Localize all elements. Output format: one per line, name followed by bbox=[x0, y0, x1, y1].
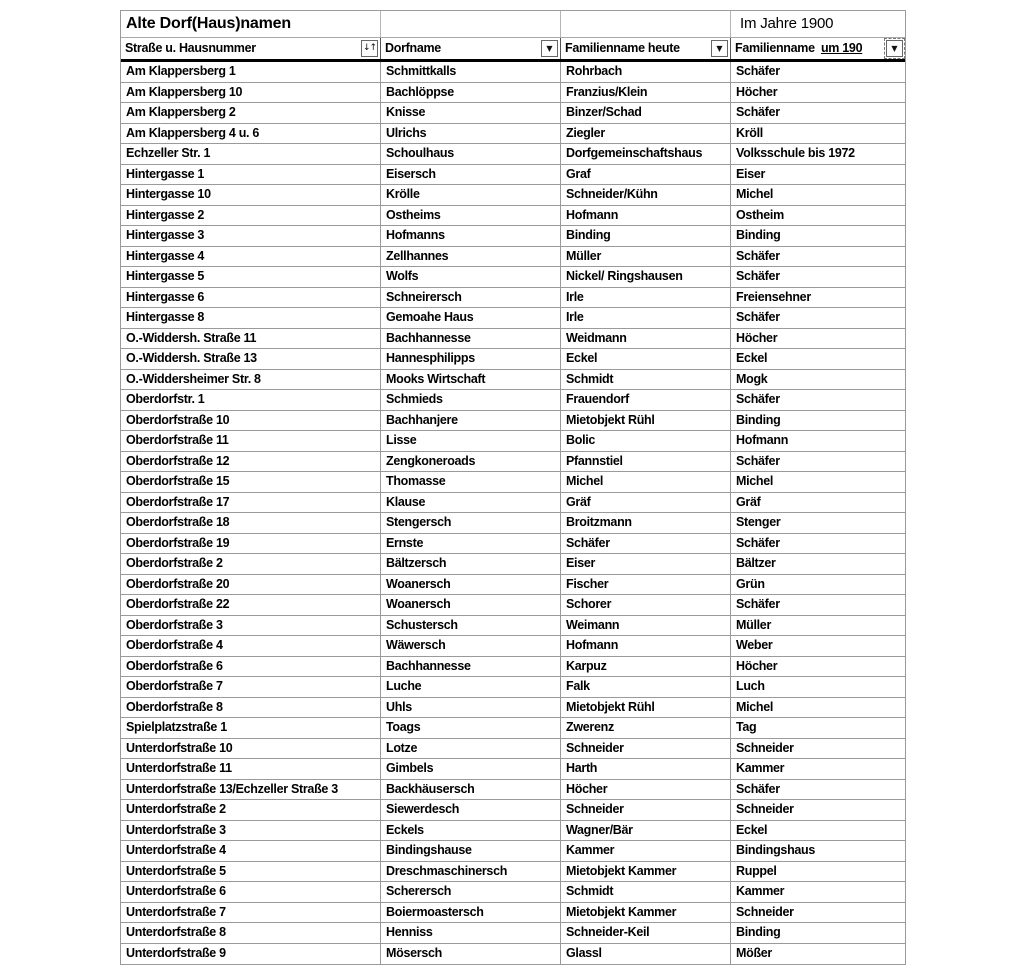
table-cell[interactable]: Krölle bbox=[381, 185, 561, 205]
table-cell[interactable]: Weidmann bbox=[561, 329, 731, 349]
table-cell[interactable]: Oberdorfstraße 12 bbox=[121, 452, 381, 472]
column-header-label: Familienname heute bbox=[565, 41, 680, 55]
table-row bbox=[121, 657, 905, 678]
table-row bbox=[121, 144, 905, 165]
table-cell[interactable]: Scherersch bbox=[381, 882, 561, 902]
table-cell[interactable]: Schäfer bbox=[736, 781, 780, 796]
filter-dropdown-icon[interactable]: ▼ bbox=[541, 40, 558, 57]
table-cell[interactable]: Ernste bbox=[381, 534, 561, 554]
table-cell[interactable]: Müller bbox=[561, 247, 731, 267]
table-cell[interactable]: Schäfer bbox=[736, 597, 780, 611]
table-row bbox=[121, 329, 905, 350]
table-cell[interactable]: Eckel bbox=[736, 351, 768, 365]
table-cell[interactable]: Unterdorfstraße 5 bbox=[121, 862, 381, 882]
table-cell[interactable]: Oberdorfstraße 11 bbox=[121, 431, 381, 451]
table-cell[interactable]: Ulrichs bbox=[381, 124, 561, 144]
table-row bbox=[121, 185, 905, 206]
table-cell[interactable]: Binzer/Schad bbox=[561, 103, 731, 123]
table-cell[interactable]: Stengersch bbox=[381, 513, 561, 533]
table-cell[interactable]: Schneider bbox=[561, 800, 731, 820]
table-row bbox=[121, 165, 905, 186]
column-header-dorfname[interactable] bbox=[381, 38, 561, 59]
table-cell[interactable]: Unterdorfstraße 11 bbox=[121, 759, 381, 779]
table-cell[interactable]: Eiser bbox=[561, 554, 731, 574]
table-cell[interactable]: Mietobjekt Kammer bbox=[561, 862, 731, 882]
title-cell[interactable] bbox=[121, 11, 381, 37]
table-cell[interactable]: Weber bbox=[736, 638, 773, 652]
table-row bbox=[121, 534, 905, 555]
table-cell[interactable]: Unterdorfstraße 8 bbox=[121, 923, 381, 943]
table-cell[interactable]: Volksschule bis 1972 bbox=[736, 146, 855, 160]
table-cell[interactable]: Unterdorfstraße 2 bbox=[121, 800, 381, 820]
table-row bbox=[121, 718, 905, 739]
table-cell[interactable]: Fischer bbox=[561, 575, 731, 595]
spreadsheet-table bbox=[120, 10, 906, 965]
table-cell[interactable]: Binding bbox=[736, 228, 781, 242]
table-cell[interactable]: Hannesphilipps bbox=[381, 349, 561, 369]
table-cell[interactable]: Gimbels bbox=[381, 759, 561, 779]
table-row bbox=[121, 267, 905, 288]
table-cell[interactable]: Unterdorfstraße 6 bbox=[121, 882, 381, 902]
table-row bbox=[121, 411, 905, 432]
table-cell[interactable]: Schneider-Keil bbox=[561, 923, 731, 943]
table-row bbox=[121, 124, 905, 145]
table-cell[interactable]: Unterdorfstraße 13/Echzeller Straße 3 bbox=[121, 780, 381, 800]
table-cell[interactable]: Schustersch bbox=[381, 616, 561, 636]
table-cell[interactable]: Luch bbox=[736, 679, 765, 693]
table-cell[interactable]: Oberdorfstraße 17 bbox=[121, 493, 381, 513]
table-cell[interactable]: Schneirersch bbox=[381, 288, 561, 308]
table-cell[interactable]: Mösersch bbox=[381, 944, 561, 965]
table-cell[interactable]: Schmieds bbox=[381, 390, 561, 410]
table-cell[interactable]: Hofmanns bbox=[381, 226, 561, 246]
table-cell[interactable]: Oberdorfstraße 3 bbox=[121, 616, 381, 636]
table-cell[interactable]: Uhls bbox=[381, 698, 561, 718]
table-cell[interactable]: Hintergasse 3 bbox=[121, 226, 381, 246]
column-header-familienname-heute[interactable] bbox=[561, 38, 731, 59]
table-row bbox=[121, 698, 905, 719]
table-cell[interactable]: Höcher bbox=[561, 780, 731, 800]
table-cell[interactable]: Hintergasse 2 bbox=[121, 206, 381, 226]
table-cell[interactable]: Gräf bbox=[561, 493, 731, 513]
table-cell[interactable]: Zengkoneroads bbox=[381, 452, 561, 472]
table-cell[interactable]: Bältzer bbox=[736, 556, 776, 570]
table-cell[interactable]: Falk bbox=[561, 677, 731, 697]
table-cell[interactable]: Oberdorfstraße 6 bbox=[121, 657, 381, 677]
table-cell[interactable]: Irle bbox=[561, 308, 731, 328]
table-cell[interactable]: Binding bbox=[561, 226, 731, 246]
table-cell[interactable]: Hintergasse 8 bbox=[121, 308, 381, 328]
table-cell[interactable]: Frauendorf bbox=[561, 390, 731, 410]
sort-ascending-filter-icon[interactable]: ↓↑ bbox=[361, 40, 378, 57]
table-cell[interactable]: Ostheim bbox=[736, 207, 784, 222]
table-cell[interactable]: Oberdorfstraße 7 bbox=[121, 677, 381, 697]
table-cell[interactable]: Hintergasse 4 bbox=[121, 247, 381, 267]
table-cell[interactable]: Hintergasse 10 bbox=[121, 185, 381, 205]
table-cell[interactable]: Backhäusersch bbox=[381, 780, 561, 800]
table-cell[interactable]: Dorfgemeinschaftshaus bbox=[561, 144, 731, 164]
table-row bbox=[121, 247, 905, 268]
empty-cell[interactable] bbox=[561, 11, 731, 37]
table-cell[interactable]: Oberdorfstraße 2 bbox=[121, 554, 381, 574]
table-cell[interactable]: Müller bbox=[736, 617, 772, 632]
table-cell[interactable]: Eisersch bbox=[381, 165, 561, 185]
table-row bbox=[121, 575, 905, 596]
table-cell[interactable]: Kammer bbox=[736, 761, 785, 775]
table-row bbox=[121, 821, 905, 842]
table-cell[interactable]: Hintergasse 5 bbox=[121, 267, 381, 287]
column-header-label-underlined: um 190 bbox=[820, 41, 863, 55]
filter-dropdown-icon[interactable]: ▼ bbox=[886, 40, 903, 57]
table-cell[interactable]: Schneider bbox=[561, 739, 731, 759]
column-header-label: Straße u. Hausnummer bbox=[125, 41, 256, 55]
table-cell[interactable]: Schäfer bbox=[736, 105, 780, 119]
column-header-strasse[interactable] bbox=[121, 38, 381, 59]
table-cell[interactable]: Oberdorfstraße 19 bbox=[121, 534, 381, 554]
table-row bbox=[121, 370, 905, 391]
table-cell[interactable]: Schäfer bbox=[736, 248, 780, 263]
table-cell[interactable]: Oberdorfstraße 8 bbox=[121, 698, 381, 718]
table-cell[interactable]: Lotze bbox=[381, 739, 561, 759]
column-header-row bbox=[121, 38, 905, 62]
table-row bbox=[121, 349, 905, 370]
filter-dropdown-icon[interactable]: ▼ bbox=[711, 40, 728, 57]
table-cell[interactable]: Franzius/Klein bbox=[561, 83, 731, 103]
table-cell[interactable]: Ostheims bbox=[381, 206, 561, 226]
table-cell[interactable]: Schneider bbox=[736, 802, 794, 816]
table-row bbox=[121, 83, 905, 104]
table-row bbox=[121, 390, 905, 411]
table-cell[interactable]: Zellhannes bbox=[381, 247, 561, 267]
table-row bbox=[121, 431, 905, 452]
table-cell[interactable]: Michel bbox=[736, 699, 774, 714]
table-row bbox=[121, 944, 905, 965]
table-cell[interactable]: Nickel/ Ringshausen bbox=[561, 267, 731, 287]
column-header-familienname-1900[interactable] bbox=[731, 38, 905, 59]
table-row bbox=[121, 62, 905, 83]
table-cell[interactable]: Oberdorfstraße 22 bbox=[121, 595, 381, 615]
table-cell[interactable]: O.-Widdersh. Straße 13 bbox=[121, 349, 381, 369]
table-row bbox=[121, 472, 905, 493]
table-row bbox=[121, 636, 905, 657]
table-cell[interactable]: Siewerdesch bbox=[381, 800, 561, 820]
table-row bbox=[121, 103, 905, 124]
table-cell[interactable]: Luche bbox=[381, 677, 561, 697]
table-cell[interactable]: Mietobjekt Kammer bbox=[561, 903, 731, 923]
table-cell[interactable]: Bindingshaus bbox=[736, 843, 816, 857]
title-row bbox=[121, 11, 905, 38]
table-cell[interactable]: Schmidt bbox=[561, 370, 731, 390]
table-row bbox=[121, 308, 905, 329]
table-cell[interactable]: Mogk bbox=[736, 371, 768, 386]
table-cell[interactable]: Eckels bbox=[381, 821, 561, 841]
table-row bbox=[121, 923, 905, 944]
table-row bbox=[121, 595, 905, 616]
table-cell[interactable]: Unterdorfstraße 9 bbox=[121, 944, 381, 965]
table-row bbox=[121, 841, 905, 862]
table-row bbox=[121, 206, 905, 227]
table-cell[interactable]: Thomasse bbox=[381, 472, 561, 492]
table-cell[interactable]: Schäfer bbox=[736, 269, 780, 283]
table-cell[interactable]: Kammer bbox=[736, 884, 785, 898]
table-cell[interactable]: Am Klappersberg 4 u. 6 bbox=[121, 124, 381, 144]
table-row bbox=[121, 452, 905, 473]
table-cell[interactable]: Kammer bbox=[561, 841, 731, 861]
table-cell[interactable]: Weimann bbox=[561, 616, 731, 636]
table-cell[interactable]: Freiensehner bbox=[736, 289, 811, 304]
table-cell[interactable]: Hofmann bbox=[561, 206, 731, 226]
table-cell[interactable]: Boiermoastersch bbox=[381, 903, 561, 923]
table-cell[interactable]: Oberdorfstraße 15 bbox=[121, 472, 381, 492]
empty-cell[interactable] bbox=[381, 11, 561, 37]
table-cell[interactable]: Irle bbox=[561, 288, 731, 308]
table-cell[interactable]: Mößer bbox=[736, 945, 773, 960]
table-cell[interactable]: Broitzmann bbox=[561, 513, 731, 533]
table-cell[interactable]: Eckel bbox=[561, 349, 731, 369]
table-cell[interactable]: Gemoahe Haus bbox=[381, 308, 561, 328]
table-cell[interactable]: Glassl bbox=[561, 944, 731, 965]
table-cell[interactable]: Hintergasse 1 bbox=[121, 165, 381, 185]
table-cell[interactable]: Knisse bbox=[381, 103, 561, 123]
table-cell[interactable]: Kröll bbox=[736, 125, 763, 140]
table-cell[interactable]: Henniss bbox=[381, 923, 561, 943]
table-cell[interactable]: Pfannstiel bbox=[561, 452, 731, 472]
table-cell[interactable]: Mietobjekt Rühl bbox=[561, 698, 731, 718]
table-cell[interactable]: Bachhannesse bbox=[381, 329, 561, 349]
table-cell[interactable]: Bältzersch bbox=[381, 554, 561, 574]
sheet-title: Alte Dorf(Haus)namen bbox=[126, 15, 291, 32]
table-cell[interactable]: Unterdorfstraße 4 bbox=[121, 841, 381, 861]
table-cell[interactable]: Unterdorfstraße 7 bbox=[121, 903, 381, 923]
table-cell[interactable]: Michel bbox=[736, 187, 774, 201]
table-cell[interactable]: Schäfer bbox=[736, 310, 780, 324]
table-cell[interactable]: Schmittkalls bbox=[381, 62, 561, 82]
table-cell[interactable]: Bachhannesse bbox=[381, 657, 561, 677]
table-cell[interactable]: Oberdorfstraße 4 bbox=[121, 636, 381, 656]
table-cell[interactable]: O.-Widdersheimer Str. 8 bbox=[121, 370, 381, 390]
table-row bbox=[121, 780, 905, 801]
table-cell[interactable]: Höcher bbox=[736, 658, 778, 673]
table-cell[interactable]: Unterdorfstraße 3 bbox=[121, 821, 381, 841]
table-row bbox=[121, 862, 905, 883]
table-cell[interactable]: Zwerenz bbox=[561, 718, 731, 738]
table-cell[interactable]: O.-Widdersh. Straße 11 bbox=[121, 329, 381, 349]
table-cell[interactable]: Schäfer bbox=[561, 534, 731, 554]
table-cell[interactable]: Schorer bbox=[561, 595, 731, 615]
table-cell[interactable]: Unterdorfstraße 10 bbox=[121, 739, 381, 759]
table-cell[interactable]: Eiser bbox=[736, 166, 766, 181]
table-cell[interactable]: Toags bbox=[381, 718, 561, 738]
column-header-label: Familienname bbox=[735, 41, 815, 55]
table-cell[interactable]: Wäwersch bbox=[381, 636, 561, 656]
table-cell[interactable]: Spielplatzstraße 1 bbox=[121, 718, 381, 738]
table-cell[interactable]: Graf bbox=[561, 165, 731, 185]
table-cell[interactable]: Am Klappersberg 2 bbox=[121, 103, 381, 123]
table-row bbox=[121, 554, 905, 575]
table-cell[interactable]: Karpuz bbox=[561, 657, 731, 677]
table-cell[interactable]: Lisse bbox=[381, 431, 561, 451]
table-row bbox=[121, 882, 905, 903]
year-header-label: Im Jahre 1900 bbox=[740, 15, 834, 32]
table-cell[interactable]: Schäfer bbox=[736, 535, 780, 550]
table-cell[interactable]: Grün bbox=[736, 576, 765, 591]
table-cell[interactable]: Wagner/Bär bbox=[561, 821, 731, 841]
table-cell[interactable]: Bindingshause bbox=[381, 841, 561, 861]
table-cell[interactable]: Binding bbox=[736, 412, 781, 427]
table-cell[interactable]: Am Klappersberg 10 bbox=[121, 83, 381, 103]
table-row bbox=[121, 288, 905, 309]
table-cell[interactable]: Dreschmaschinersch bbox=[381, 862, 561, 882]
table-cell[interactable]: Höcher bbox=[736, 84, 778, 99]
table-body bbox=[121, 62, 905, 964]
table-cell[interactable]: Michel bbox=[561, 472, 731, 492]
table-cell[interactable]: Eckel bbox=[736, 822, 768, 837]
table-cell[interactable]: Woanersch bbox=[381, 595, 561, 615]
table-cell[interactable]: Hofmann bbox=[561, 636, 731, 656]
table-row bbox=[121, 739, 905, 760]
table-row bbox=[121, 677, 905, 698]
table-cell[interactable]: Echzeller Str. 1 bbox=[121, 144, 381, 164]
table-cell[interactable]: Gräf bbox=[736, 494, 761, 509]
table-cell[interactable]: Binding bbox=[736, 925, 781, 939]
table-cell[interactable]: Schäfer bbox=[736, 392, 780, 406]
table-cell[interactable]: Höcher bbox=[736, 330, 778, 345]
table-cell[interactable]: Harth bbox=[561, 759, 731, 779]
table-cell[interactable]: Mooks Wirtschaft bbox=[381, 370, 561, 390]
year-header-cell[interactable] bbox=[731, 11, 905, 37]
column-header-label: Dorfname bbox=[385, 41, 441, 55]
table-cell[interactable]: Stenger bbox=[736, 515, 781, 529]
table-cell[interactable]: Schäfer bbox=[736, 453, 780, 468]
table-cell[interactable]: Hintergasse 6 bbox=[121, 288, 381, 308]
table-cell[interactable]: Schoulhaus bbox=[381, 144, 561, 164]
table-row bbox=[121, 226, 905, 247]
table-cell[interactable]: Am Klappersberg 1 bbox=[121, 62, 381, 82]
table-cell[interactable]: Michel bbox=[736, 474, 774, 488]
table-cell[interactable]: Schneider/Kühn bbox=[561, 185, 731, 205]
table-cell[interactable]: Schneider bbox=[736, 740, 794, 755]
table-cell[interactable]: Mietobjekt Rühl bbox=[561, 411, 731, 431]
table-cell[interactable]: Ruppel bbox=[736, 863, 777, 878]
table-row bbox=[121, 903, 905, 924]
table-cell[interactable]: Schmidt bbox=[561, 882, 731, 902]
table-cell[interactable]: Bachhanjere bbox=[381, 411, 561, 431]
table-cell[interactable]: Hofmann bbox=[736, 433, 789, 447]
table-cell[interactable]: Schäfer bbox=[736, 64, 780, 78]
table-cell[interactable]: Bachlöppse bbox=[381, 83, 561, 103]
table-cell[interactable]: Oberdorfstraße 20 bbox=[121, 575, 381, 595]
table-cell[interactable]: Woanersch bbox=[381, 575, 561, 595]
table-cell[interactable]: Wolfs bbox=[381, 267, 561, 287]
table-cell[interactable]: Klause bbox=[381, 493, 561, 513]
table-row bbox=[121, 493, 905, 514]
table-row bbox=[121, 513, 905, 534]
table-cell[interactable]: Tag bbox=[736, 720, 757, 734]
table-cell[interactable]: Bolic bbox=[561, 431, 731, 451]
table-row bbox=[121, 800, 905, 821]
table-row bbox=[121, 759, 905, 780]
table-cell[interactable]: Oberdorfstr. 1 bbox=[121, 390, 381, 410]
table-cell[interactable]: Oberdorfstraße 18 bbox=[121, 513, 381, 533]
table-cell[interactable]: Ziegler bbox=[561, 124, 731, 144]
table-cell[interactable]: Oberdorfstraße 10 bbox=[121, 411, 381, 431]
table-row bbox=[121, 616, 905, 637]
table-cell[interactable]: Rohrbach bbox=[561, 62, 731, 82]
table-cell[interactable]: Schneider bbox=[736, 904, 794, 919]
